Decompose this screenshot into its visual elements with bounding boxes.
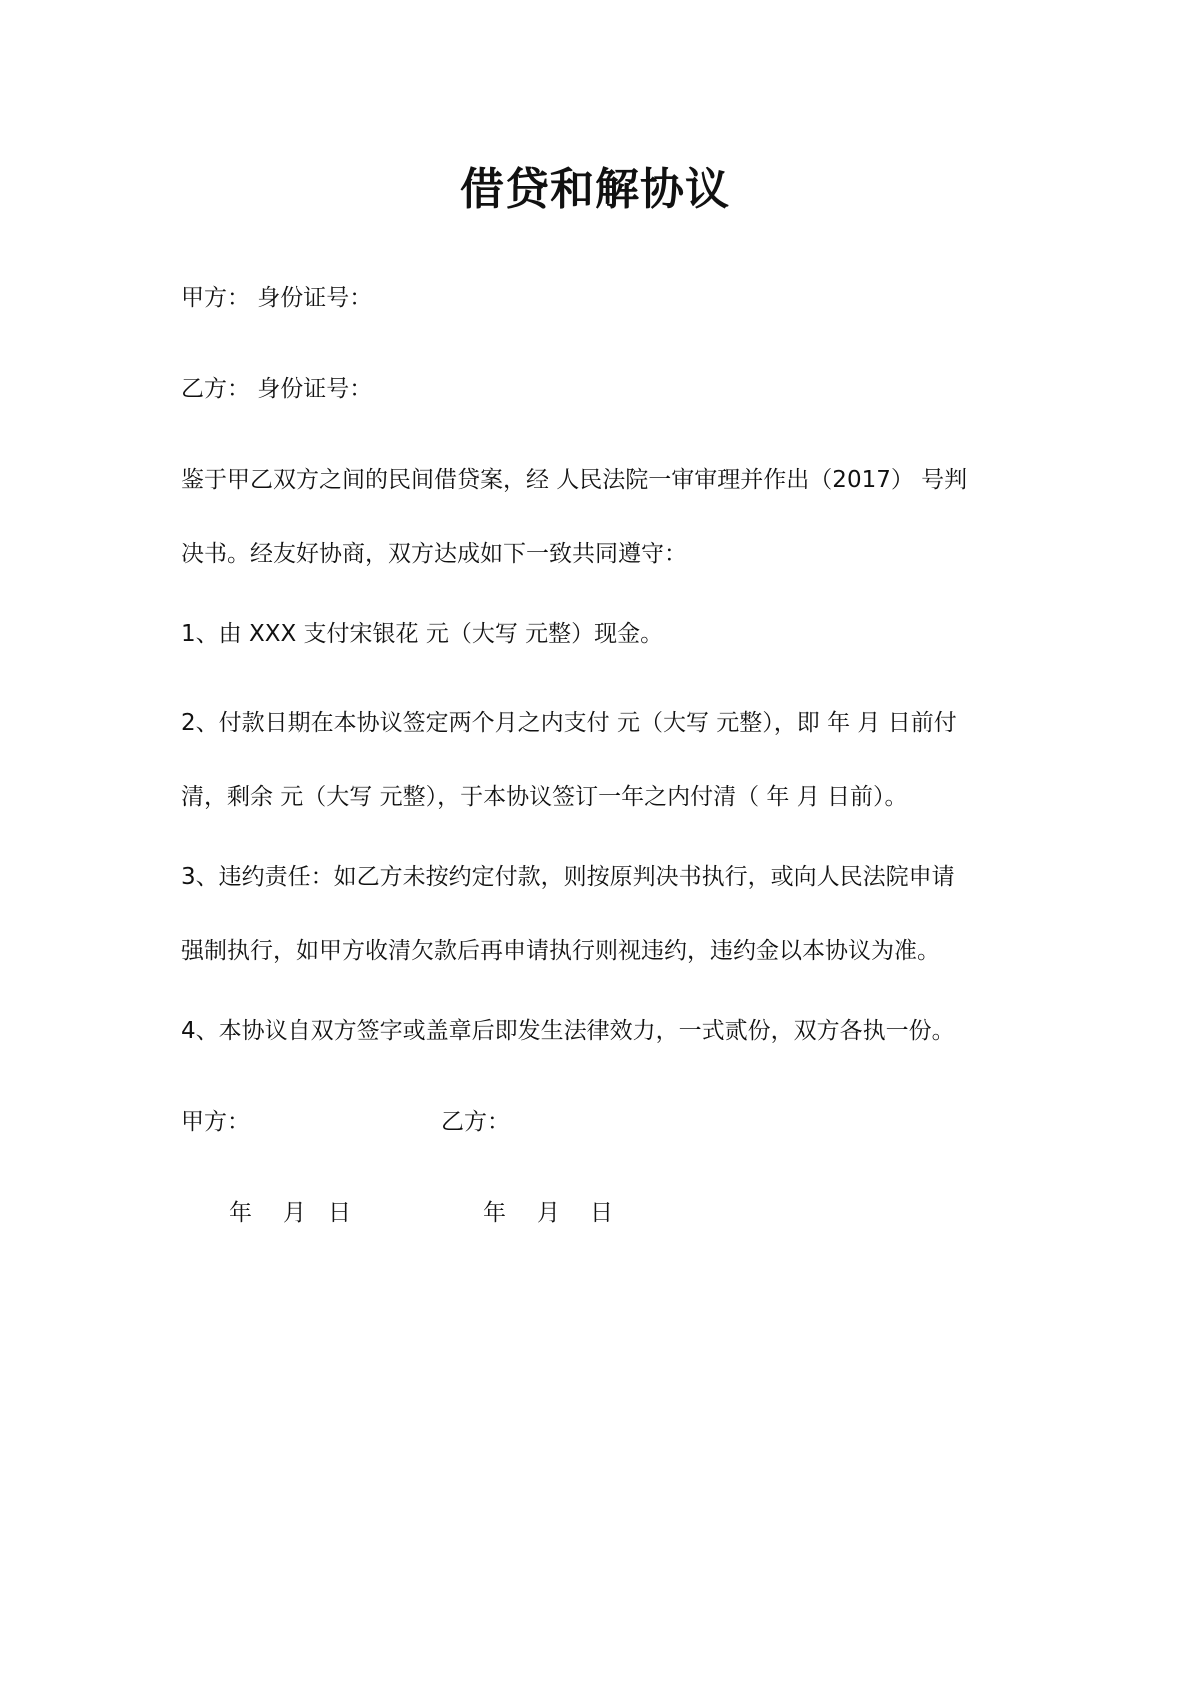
clause-2-paragraph xyxy=(181,707,1011,813)
party-b-id-line: 乙方： 身份证号： xyxy=(181,376,373,402)
party-b-signature-label: 乙方： xyxy=(441,1109,510,1135)
clause-4-paragraph xyxy=(181,1015,1011,1047)
clause-2-line: 清，剩余 元（大写 元整），于本协议签订一年之内付清（ 年 月 日前）。 xyxy=(181,784,908,810)
party-a-id-line: 甲方： 身份证号： xyxy=(181,285,373,311)
date-day-label: 日 xyxy=(590,1200,613,1226)
preamble-line: 决书。经友好协商，双方达成如下一致共同遵守： xyxy=(181,541,687,567)
date-year-label: 年 xyxy=(229,1200,252,1226)
clause-3-line: 3、违约责任：如乙方未按约定付款，则按原判决书执行，或向人民法院申请 xyxy=(181,864,955,890)
clause-1-paragraph xyxy=(181,618,1011,650)
date-day-label: 日 xyxy=(328,1200,351,1226)
preamble-paragraph xyxy=(181,464,1011,570)
clause-1-line: 1、由 XXX 支付宋银花 元（大写 元整）现金。 xyxy=(181,621,664,647)
clause-3-paragraph xyxy=(181,861,1011,967)
clause-2-line: 2、付款日期在本协议签定两个月之内支付 元（大写 元整），即 年 月 日前付 xyxy=(181,710,957,736)
date-month-label: 月 xyxy=(283,1200,306,1226)
party-a-signature-label: 甲方： xyxy=(181,1109,250,1135)
date-month-label: 月 xyxy=(537,1200,560,1226)
clause-4-line: 4、本协议自双方签字或盖章后即发生法律效力，一式贰份，双方各执一份。 xyxy=(181,1018,955,1044)
clause-3-line: 强制执行，如甲方收清欠款后再申请执行则视违约，违约金以本协议为准。 xyxy=(181,938,940,964)
preamble-line: 鉴于甲乙双方之间的民间借贷案，经 人民法院一审审理并作出（2017） 号判 xyxy=(181,467,968,493)
document-title: 借贷和解协议 xyxy=(460,164,730,215)
date-year-label: 年 xyxy=(483,1200,506,1226)
